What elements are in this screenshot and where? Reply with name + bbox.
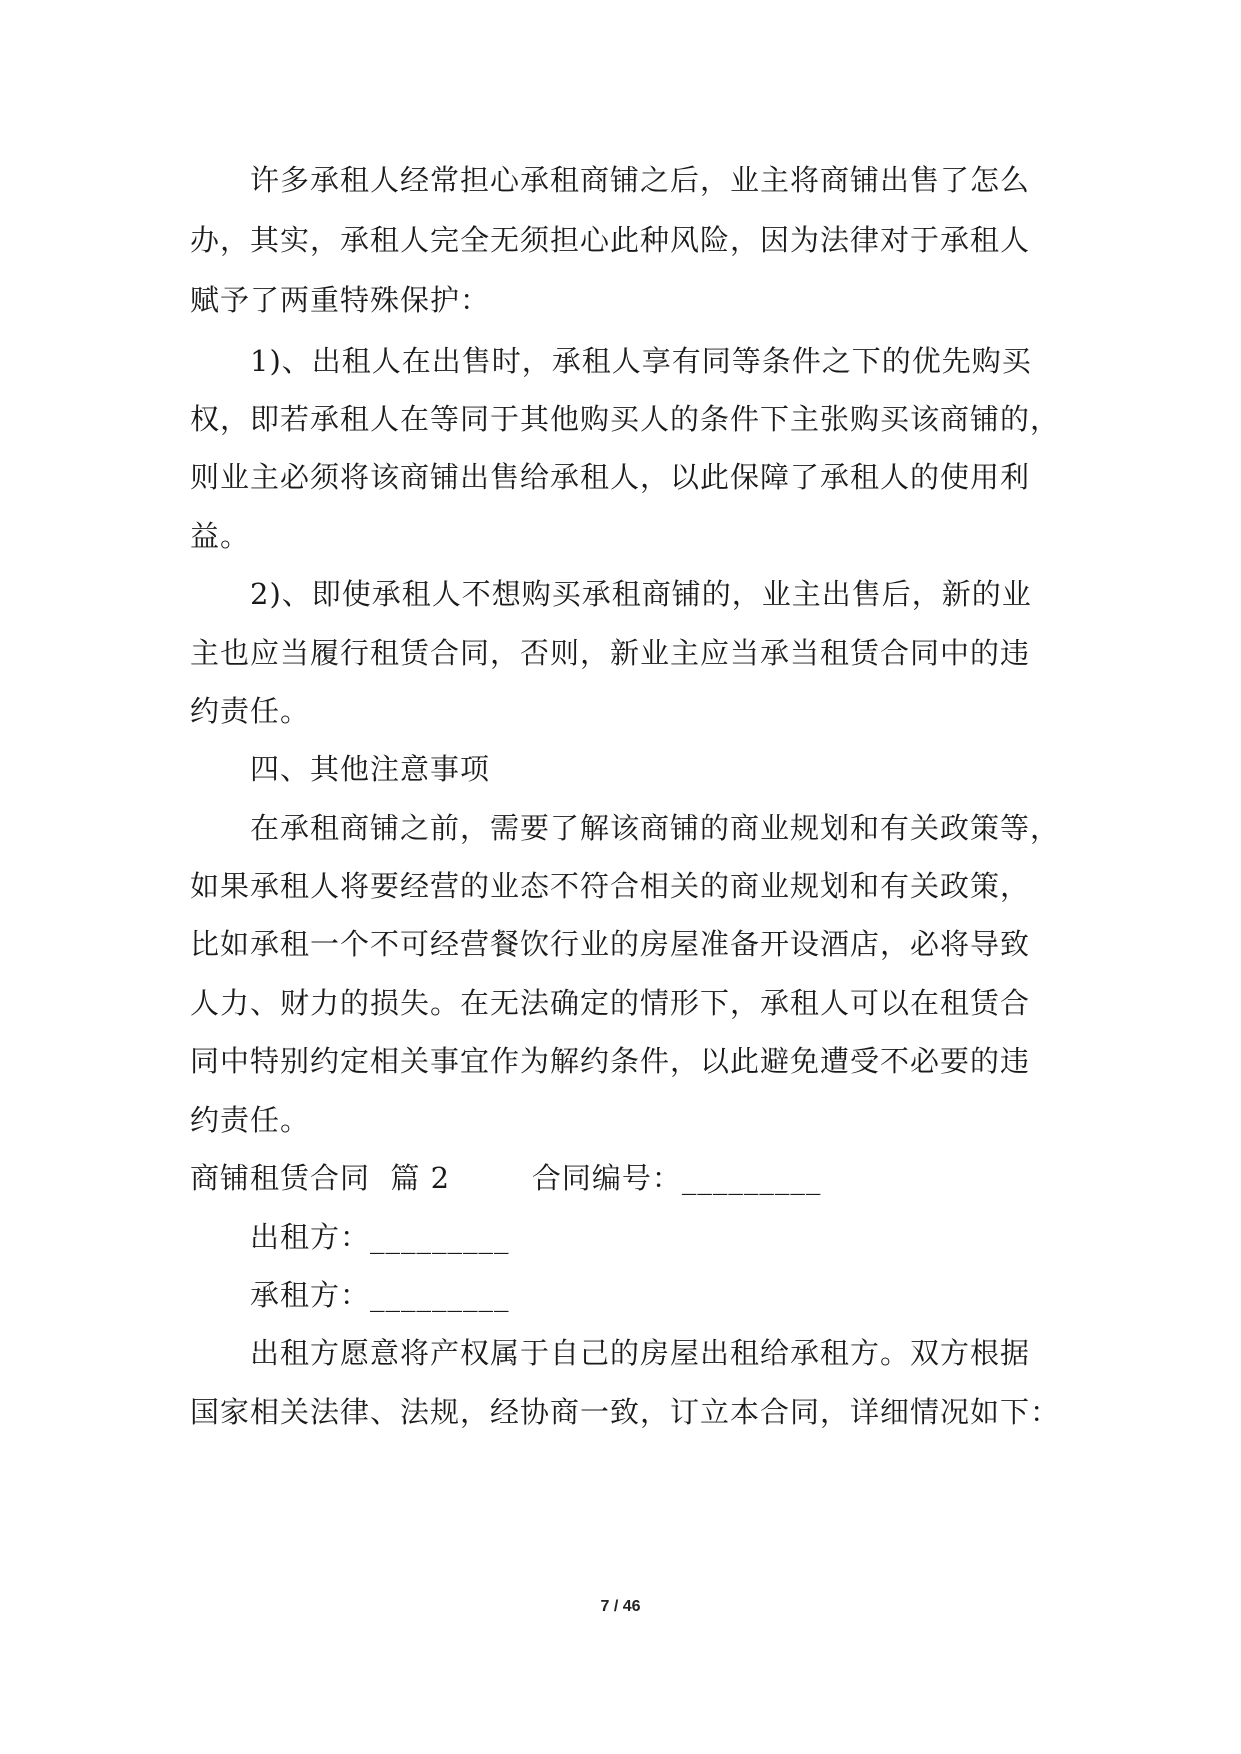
paragraph-line: 约责任。 <box>190 694 311 728</box>
paragraph-line: 约责任。 <box>190 1103 311 1137</box>
paragraph-line: 比如承租一个不可经营餐饮行业的房屋准备开设酒店，必将导致 <box>190 927 1031 961</box>
paragraph-line: 益。 <box>190 519 251 553</box>
paragraph-line: 2)、即使承租人不想购买承租商铺的，业主出售后，新的业 <box>250 577 1032 611</box>
lessor-line: 出租方：_________ <box>250 1220 510 1254</box>
paragraph-line: 人力、财力的损失。在无法确定的情形下，承租人可以在租赁合 <box>190 986 1031 1020</box>
paragraph-line: 同中特别约定相关事宜作为解约条件，以此避免遭受不必要的违 <box>190 1044 1031 1078</box>
paragraph-line: 权，即若承租人在等同于其他购买人的条件下主张购买该商铺的， <box>190 402 1061 436</box>
contract-title-line: 商铺租赁合同 篇 2 合同编号：_________ <box>190 1161 822 1195</box>
paragraph-line: 赋予了两重特殊保护： <box>190 283 491 317</box>
paragraph-line: 办，其实，承租人完全无须担心此种风险，因为法律对于承租人 <box>190 223 1031 257</box>
paragraph-line: 主也应当履行租赁合同，否则，新业主应当承当租赁合同中的违 <box>190 636 1031 670</box>
paragraph-line: 许多承租人经常担心承租商铺之后，业主将商铺出售了怎么 <box>250 163 1031 197</box>
paragraph-line: 国家相关法律、法规，经协商一致，订立本合同，详细情况如下： <box>190 1395 1061 1429</box>
section-heading: 四、其他注意事项 <box>250 752 491 786</box>
paragraph-line: 则业主必须将该商铺出售给承租人，以此保障了承租人的使用利 <box>190 460 1031 494</box>
paragraph-line: 如果承租人将要经营的业态不符合相关的商业规划和有关政策， <box>190 869 1031 903</box>
page-number: 7 / 46 <box>600 1598 641 1615</box>
lessee-line: 承租方：_________ <box>250 1278 510 1312</box>
paragraph-line: 1)、出租人在出售时，承租人享有同等条件之下的优先购买 <box>250 344 1032 378</box>
paragraph-line: 在承租商铺之前，需要了解该商铺的商业规划和有关政策等， <box>250 811 1061 845</box>
paragraph-line: 出租方愿意将产权属于自己的房屋出租给承租方。双方根据 <box>250 1336 1031 1370</box>
